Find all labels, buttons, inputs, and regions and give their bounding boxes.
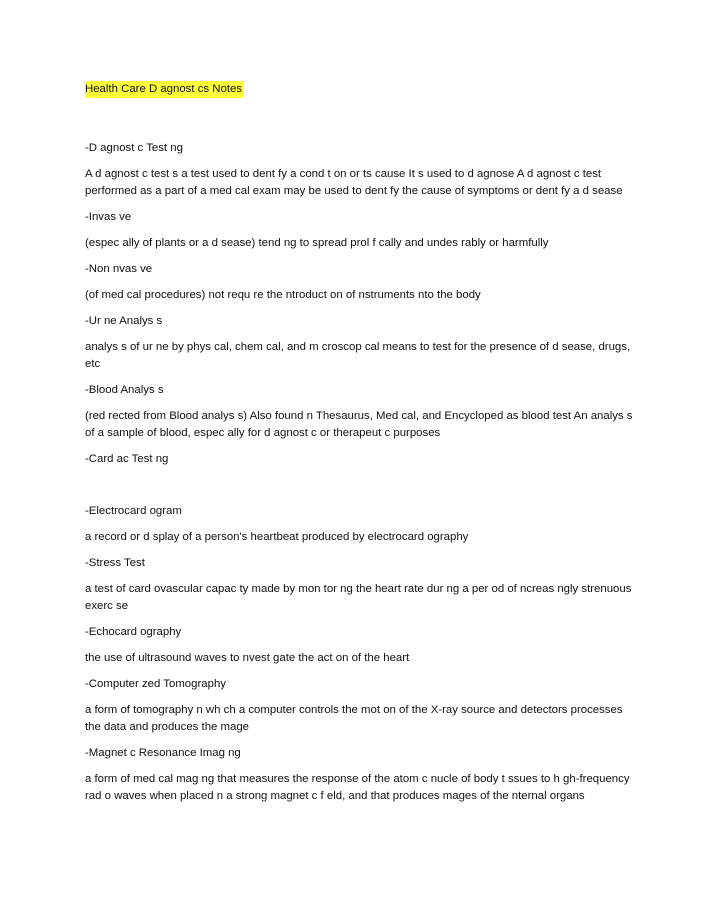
entry-computerized-tomography [85,676,640,736]
entry-noninvasive [85,261,640,304]
entry-definition: a record or d splay of a person's heartbeat produced by electrocard ography [85,531,469,543]
entry-term: -Invas ve [85,211,132,223]
entry-definition: (red rected from Blood analys s) Also found n Thesaurus, Med cal, and Encycloped as blood test An analys s of a sample of blood, espec ally for d agnost c or therapeut c purposes [85,410,633,439]
entry-definition: a test of card ovascular capac ty made by mon tor ng the heart rate dur ng a per od of ncreas ngly strenuous exerc se [85,583,632,612]
entry-term: -Stress Test [85,557,145,569]
entry-definition: (of med cal procedures) not requ re the ntroduct on of nstruments nto the body [85,289,481,301]
entry-definition: A d agnost c test s a test used to dent fy a cond t on or ts cause It s used to d agnose A d agnost c test performed as a part of a med cal exam may be used to dent fy the cause of symptoms or dent fy a d sease [85,168,623,197]
entry-diagnostic-testing [85,140,640,200]
entry-invasive [85,209,640,252]
document-title: Health Care D agnost cs Notes [85,81,244,98]
entry-term: -Ur ne Analys s [85,315,163,327]
entry-term: -Card ac Test ng [85,453,169,465]
entry-electrocardiogram [85,503,640,546]
entry-stress-test [85,555,640,615]
entry-urine-analysis [85,313,640,373]
entry-cardiac-testing [85,451,640,503]
document-body [85,81,640,814]
entry-term: -Computer zed Tomography [85,678,226,690]
entry-definition: the use of ultrasound waves to nvest gate the act on of the heart [85,652,410,664]
entry-term: -Magnet c Resonance Imag ng [85,747,241,759]
entry-definition: a form of med cal mag ng that measures the response of the atom c nucle of body t ssues to h gh-frequency rad o waves when placed n a strong magnet c f eld, and that produces mages of the nternal organs [85,773,630,802]
entry-magnetic-resonance-imaging [85,745,640,805]
entry-term: -D agnost c Test ng [85,142,183,154]
entry-blood-analysis [85,382,640,442]
entry-term: -Non nvas ve [85,263,153,275]
entry-echocardiography [85,624,640,667]
entry-term: -Blood Analys s [85,384,164,396]
entry-definition: (espec ally of plants or a d sease) tend ng to spread prol f cally and undes rably or harmfully [85,237,549,249]
section-spacer [85,477,640,503]
entry-term: -Electrocard ogram [85,505,182,517]
entry-definition: a form of tomography n wh ch a computer controls the mot on of the X-ray source and detectors processes the data and produces the mage [85,704,623,733]
title-spacer [85,98,640,140]
entry-definition: analys s of ur ne by phys cal, chem cal, and m croscop cal means to test for the presence of d sease, drugs, etc [85,341,631,370]
entry-term: -Echocard ography [85,626,182,638]
